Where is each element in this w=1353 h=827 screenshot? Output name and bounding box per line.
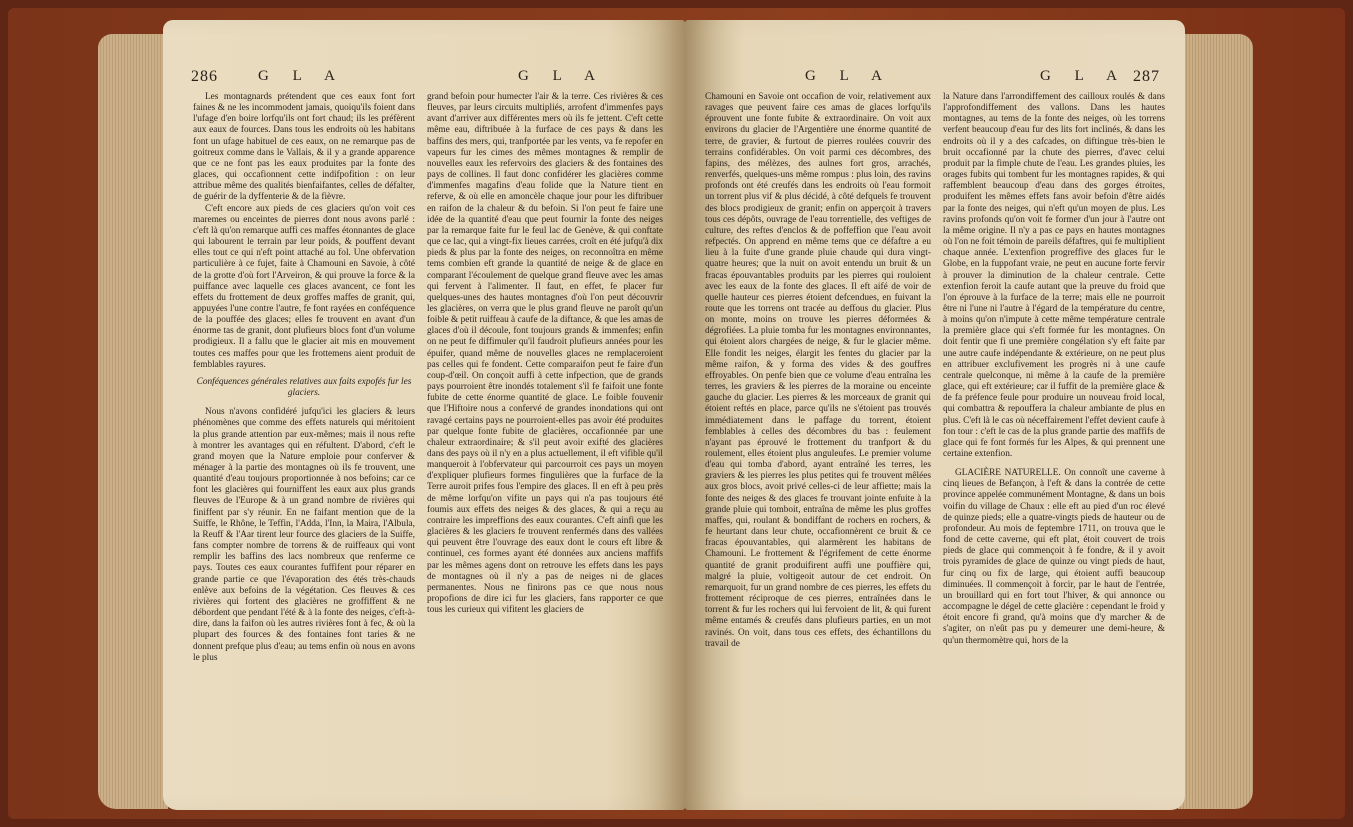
paragraph: Les montagnards prétendent que ces eaux font fort faines & ne les incommodent jamais, quoiqu'ils foient dans l'ufage d'en boire lorfqu'ils ont fort chaud; ils les préfèrent aux eaux de fources. Dans tous les endroits où les habitans font un ufage habituel de ces eaux, on ne remarque pas de goitreux comme dans le Vallais, & il y a grande apparence que ce ne font pas les eaux produites par la fonte des glaces, qui occafionnent cette indifpofition : on leur attribue même des qualités bienfaifantes, celles de défalter, de guérir de la dyffenterie & de la fièvre. — [193, 92, 415, 203]
page-edges-left — [98, 34, 168, 809]
right-page-column-2 — [943, 92, 1165, 647]
running-head: G L A — [805, 68, 892, 84]
paragraph: grand befoin pour humecter l'air & la terre. Ces rivières & ces fleuves, par leurs circuits multipliés, arrofent d'immenfes pays avant d'arriver aux différentes mers où ils fe jettent. C'eft cette même eau, diftribuée à la furface de ces pays & dans les baffins des mers, qui, tranfportée par les vents, va fe repofer en vapeurs fur les cimes des mêmes montagnes & remplir de nouvelles eaux les refervoirs des glaciers & des fontaines des pays de collines. Il faut donc confidérer les glacières comme d'immenfes magafins d'eau folide que la Nature tient en referve, & où elle en amoncèle chaque jour pour les diftribuer en raifon de la chaleur & du befoin. Si l'on peut fe faire une idée de la quantité d'eau que peut fournir la fonte des neiges par la remarque faite fur le feul lac de Genève, & qui conftate que ce lac, qui a vingt-fix lieues carrées, croît en été jufqu'à dix pieds & plus par la fonte des neiges, on reconnoîtra en même tems combien eft grande la quantité de neige & de glace en comparant l'écoulement de quelque grand fleuve avec les amas qui fervent à l'alimenter. Il faut, en effet, fe placer fur quelques-unes des hautes montagnes d'où l'on peut découvrir les glacières, on verra que le plus grand fleuve ne paroît qu'un foible & petit ruiffeau à caufe de la diftance, & que les amas de glaces d'où il découle, font toujours grands & immenfes; enfin on ne peut fe diffimuler qu'il faudroit plufieurs années pour les épuifer, quand même de nouvelles glaces ne remplaceroient pas celles qui fe fondent. Cette comparaifon peut fe faire d'un coup-d'œil. On conçoit auffi à cette infpection, que de grands pays pourroient être inondés totalement s'il fe faifoit une fonte fubite de cette énorme quantité de glace. Le foible fouvenir que l'Hiftoire nous a confervé de grandes inondations qui ont ravagé certains pays ne pourroient-elles pas avoir été produites par quelque fonte fubite de glacières, occafionnée par une chaleur extraordinaire; & s'il peut avoir exifté des glacières dans des pays où il n'y en a plus actuellement, il eft vifible qu'il manqueroit à l'obfervateur qui parcourroit ces pays un moyen d'expliquer plufieurs formes fingulières que la furface de la Terre auroit prifes fous l'empire des glaces. Il en eft à peu près de même lorfqu'on vifite un pays qui n'a pas toujours été foumis aux effets des neiges & des glaces, & qui a reçu au contraire les impreffions des eaux courantes. C'eft ainfi que les glacières & les glaciers fe trouvent renfermés dans des vallées qui peuvent être l'ouvrage des eaux dont le cours eft libre & continuel, ces formes ayant été données aux anciens maffifs par les mêmes agens dont on retrouve les effets dans les pays de montagnes où il n'y a pas de neiges ni de glaces permanentes. Nous ne finirons pas ce que nous nous propofions de dire ici fur les glaciers, fans rapporter ce que tous les curieux qui vifitent les glaciers de — [427, 92, 663, 616]
left-page-column-1 — [193, 92, 415, 664]
entry-glaciere-naturelle: GLACIÈRE NATURELLE. On connoît une caverne à cinq lieues de Befançon, à l'eft & dans la contrée de cette province appelée communément Montagne, & dans un bois voifin du village de Chaux : elle eft au pied d'un roc élevé de quinze pieds; elle a quatre-vingts pieds de hauteur ou de profondeur. Au mois de feptembre 1711, on trouva que le fond de cette caverne, qui eft plat, étoit couvert de trois pieds de glace qui commençoit à fe fondre, & il y avoit trois pyramides de glace de quinze ou vingt pieds de haut, fur cinq ou fix de large, qui étoient auffi beaucoup diminuées. Il commençoit à forcir, par le haut de l'entrée, un brouillard qui en fort tout l'hiver, & qui annonce ou accompagne le dégel de cette glacière : cependant le froid y étoit encore fi grand, qu'à moins que d'y marcher & de s'agiter, on n'eût pas pu y demeurer une demi-heure, & qu'un thermomètre qui, hors de la — [943, 468, 1165, 646]
running-head: G L A — [518, 68, 605, 84]
left-page-column-2 — [427, 92, 663, 616]
paragraph: la Nature dans l'arrondiffement des cailloux roulés & dans l'approfondiffement des vallons. Dans les hautes montagnes, au tems de la fonte des neiges, où les torrens verfent beaucoup d'eau fur des lits fort inclinés, & dans les endroits où il y a des cafcades, on diftingue très-bien le bruit occafionné par la chute des pierres, d'avec celui produit par la fimple chute de l'eau. Les grandes pluies, les orages fubits qui tombent fur les montagnes rapides, & qui raffemblent beaucoup d'eau dans des gorges étroites, produifent les mêmes effets fans avoir befoin d'être aidés par la fonte des neiges, qui n'eft qu'un moyen de plus. Les ravins profonds qu'on voit fe former d'un jour à l'autre ont la même origine. Il n'y a pas ce pays en hautes montagnes où l'on ne foit témoin de pareils défaftres, qui fe multiplient chaque année. L'extenfion progreffive des glaces fur le Globe, en la fuppofant vraie, ne peut en aucune forte fervir à prouver la diminution de la chaleur centrale. Cette extenfion feroit la caufe autant que la preuve du froid que l'on éprouve à la furface de la terre; mais elle ne pourroit être ni l'une ni l'autre à l'égard de la température du centre, à moins qu'on n'impute à cette même température centrale la première glace qui s'eft formée fur les montagnes. On doit fentir que fi une première congélation s'y eft faite par une autre caufe indépendante & extérieure, on ne peut plus en attribuer exclufivement les progrès ni à une caufe centrale quelconque, ni même à la caufe de la première glace, qui eft extérieure; car il fuffit de la première glace & de fa préfence feule pour produire un nouveau froid local, qui combattra & repouffera la chaleur ambiante de plus en plus. C'eft là le cas où néceffairement l'effet devient caufe à fon tour : c'eft le cas de la plus grande partie des maffifs de glace qui fe font formés fur les Alpes, & qui prennent une certaine extenfion. — [943, 92, 1165, 459]
left-page-header — [163, 68, 685, 94]
section-subtitle: Conféquences générales relatives aux faits expofés fur les glaciers. — [196, 376, 412, 399]
paragraph: Nous n'avons confidéré jufqu'ici les glaciers & leurs phénomènes que comme des effets naturels qui méritoient la plus grande attention par eux-mêmes; mais il nous refte à montrer les avantages qui en réfultent. D'abord, c'eft le grand moyen que la Nature emploie pour conferver & ménager à la partie des montagnes où ils fe trouvent, une quantité d'eau toujours proportionnée à nos befoins; car ce font les glacières qui fourniffent les eaux aux plus grands fleuves de l'Europe & à un grand nombre de rivières qui finiffent par s'y réunir. En ne faifant mention que de la Suiffe, le Rhône, le Teffin, l'Adda, l'Inn, la Maira, l'Albula, la Reuff & l'Aar tirent leur fource des glaciers de la Suiffe, fans compter nombre de torrens & de ruiffeaux qui vont remplir les baffins des lacs nombreux que renferme ce pays. Toutes ces eaux courantes fuffifent pour réparer en grande partie ce que l'évaporation des étés très-chauds enlève aux befoins de la végétation. Ces fleuves & ces rivières qui fortent des glacières ne groffiffent & ne débordent que pendant l'été & à la fonte des neiges, c'eft-à-dire, dans la faifon où les autres rivières font à fec, & où la plupart des fources & des fontaines font taries & ne donnent prefque plus d'eau; au tems enfin où nous en avons le plus — [193, 407, 415, 663]
right-page-column-1 — [705, 92, 931, 650]
right-page-header — [685, 68, 1185, 94]
right-page — [685, 20, 1185, 810]
paragraph: C'eft encore aux pieds de ces glaciers qu'on voit ces maremes ou enceintes de pierres dont nous avons parlé : c'eft là qu'on remarque auffi ces maffes étonnantes de glace qui labourent le terrain par leur poids, & pouffent devant elles tout ce qui n'eft point attaché au fol. Une obfervation particulière à ce fujet, faite à Chamouni en Savoie, à côté de la grotte d'où fort l'Arveiron, & qui prouve la force & la puiffance avec laquelle ces glaces avancent, ce font les effets du frottement de deux groffes maffes de granit, qui, appuyées l'une contre l'autre, fe font rayées en conféquence de la pouffée des glaces; elles fe trouvent en avant d'un énorme tas de granit, dont plufieurs blocs font d'un volume prodigieux. Il a fallu que le glacier ait mis en mouvement toutes ces maffes pour que les frottemens aient produit de femblables rayures. — [193, 203, 415, 370]
page-edges-right — [1178, 34, 1253, 809]
page-number: 287 — [1133, 68, 1160, 85]
page-number: 286 — [191, 68, 218, 85]
running-head: G L A — [258, 68, 345, 84]
book-spread — [18, 20, 1328, 815]
left-page — [163, 20, 685, 810]
paragraph: Chamouni en Savoie ont occafion de voir, relativement aux ravages que peuvent faire ces amas de glaces lorfqu'ils éprouvent une fonte fubite & extraordinaire. On voit aux environs du glacier de l'Argentière une énorme quantité de terre, de gravier, & furtout de pierres roulées couvrir des terrains confidérables. On voit parmi ces décombres, des fapins, des mélèzes, des aulnes fort gros, arrachés, renverfés, quelques-uns même rompus : plus loin, des ravins profonds ont été creufés dans les endroits où l'eau formoit un torrent plus vif & plus décidé, à côté defquels fe trouvent des blocs prodigieux de granit; enfin on apperçoit à travers tous ces dépôts, ouvrage de l'eau torrentielle, des veftiges de culture, des reftes d'enclos & de poffeffion que l'eau avoit refpectés. On apprend en même tems que ce défaftre a eu lieu à la fuite d'une grande pluie chaude qui dura vingt-quatre heures; que la nuit on avoit entendu un bruit & un fracas épouvantables produits par les pierres qui rouloient avec les eaux de la fonte des glaces. Il eft aifé de voir de quelle hauteur ces pierres étoient defcendues, en fuivant la route que les torrens ont tracée au deffous du glacier. Plus on monte, moins on trouve les pierres déformées & dégrofiées. La pluie tomba fur les montagnes environnantes, qui étoient alors chargées de neige, & fur le glacier même. Elle fondit les neiges, élargit les fentes du glacier par la même raifon, & y forma des vides & des gouffres effroyables. On penfe bien que ce volume d'eau entraîna les terres, les graviers & les pierres de la moraine ou enceinte gauche du glacier. Les pierres & les morceaux de granit qui étoient reftés en place, parce qu'ils ne s'étoient pas trouvés immédiatement dans le paffage du torrent, étoient femblables à celles des décombres du bas : feulement n'ayant pas éprouvé le frottement du tranfport & du roulement, elles étoient plus anguleufes. Le premier volume d'eau qui tomba d'abord, ayant entraîné les terres, les graviers & les pierres les plus petites qui fe trouvent mêlées aux gros blocs, avoit privé celles-ci de leur affiette; mais la fonte des neiges & des glaces fe trouvant jointe enfuite à la grande pluie qui tomboit, entraîna de même les plus groffes maffes, qui, roulant & bondiffant de rochers en rochers, & fe heurtant dans leur chute, occafionnèrent ce bruit & ce fracas épouvantables, qui alarmèrent les habitans de Chamouni. Le frottement & l'égrifement de cette énorme quantité de granit produifirent auffi une pouffière qui, malgré la pluie, voltigeoit autour de cet endroit. On remarquoit, fur un grand nombre de ces pierres, les effets du frottement réciproque de ces pierres, entraînées dans le torrent & fur les rochers qui lui fervoient de lit, & qui furent même entamés & creufés dans plufieurs parties, en un mot ravinés. On voit, dans tous ces effets, des échantillons du travail de — [705, 92, 931, 649]
running-head: G L A — [1040, 68, 1127, 84]
